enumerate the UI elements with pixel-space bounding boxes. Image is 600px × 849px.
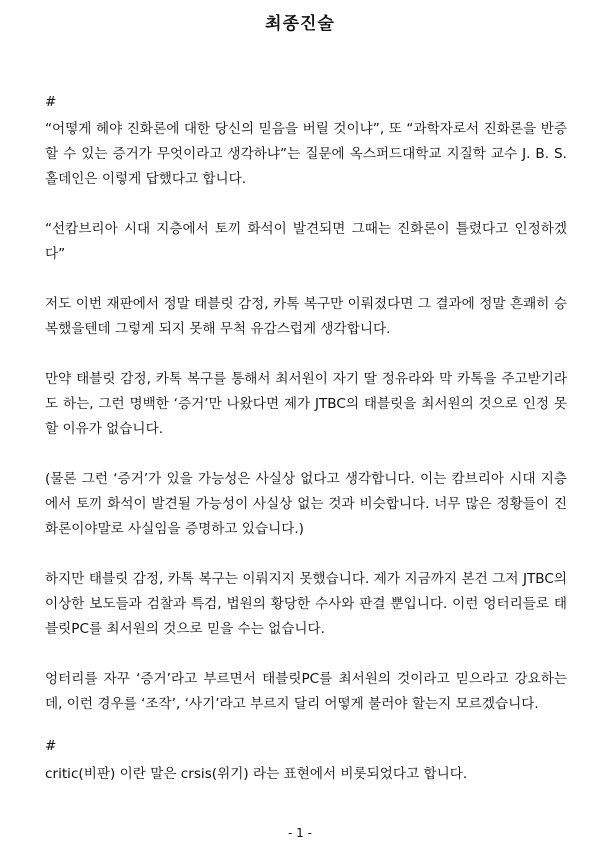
paragraph-parenthetical: (물론 그런 ‘증거’가 있을 가능성은 사실상 없다고 생각합니다. 이는 캄브리아 시대 지층에서 토끼 화석이 발견될 가능성이 사실상 없는 것과 비슷합니다. 너무 많은 정황들이 진화론이야말로 사실임을 증명하고 있습니다.) [45,471,567,537]
paragraph-haldane-quote: “선캄브리아 시대 지층에서 토끼 화석이 발견되면 그때는 진화론이 틀렸다고 인정하겠다” [45,221,567,262]
section-marker: # [45,738,57,754]
paragraph-not-achieved: 하지만 태블릿 감정, 카톡 복구는 이뤄지지 못했습니다. 제가 지금까지 본건 그저 JTBC의 이상한 보도들과 검찰과 특검, 법원의 황당한 수사와 판결 뿐입니다. 이런 엉터리들로 태블릿PC를 최서원의 것으로 믿을 수는 없습니다. [45,571,567,637]
page-number: - 1 - [288,826,312,840]
section-marker: # [45,94,57,110]
paragraph-fabrication: 엉터리를 자꾸 ‘증거’라고 부르면서 태블릿PC를 최서원의 것이라고 믿으라고 강요하는데, 이런 경우를 ‘조작’, ‘사기’라고 부르지 달리 어떻게 불러야 할는지 모르겠습니다. [45,671,567,712]
paragraph-evidence-condition: 만약 태블릿 감정, 카톡 복구를 통해서 최서원이 자기 딸 정유라와 막 카톡을 주고받기라도 하는, 그런 명백한 ‘증거’만 나왔다면 제가 JTBC의 태블릿을 최서원의 것으로 인정 못할 이유가 없습니다. [45,371,567,437]
closing-sentence: critic(비판) 이란 말은 crsis(위기) 라는 표현에서 비롯되었다고 합니다. [45,766,468,782]
closing-line [45,762,567,787]
document-body [45,117,567,717]
paragraph-trial-regret: 저도 이번 재판에서 정말 태블릿 감정, 카톡 복구만 이뤄졌다면 그 결과에 정말 흔쾌히 승복했을텐데 그렇게 되지 못해 무척 유감스럽게 생각합니다. [45,296,567,337]
document-title: 최종진술 [265,14,335,34]
paragraph-haldane-question: “어떻게 헤야 진화론에 대한 당신의 믿음을 버릴 것이냐”, 또 “과학자로서 진화론을 반증할 수 있는 증거가 무엇이라고 생각하냐”는 질문에 옥스퍼드대학교 지질학 교수 J. B. S. 홀데인은 이렇게 답했다고 합니다. [45,121,567,187]
